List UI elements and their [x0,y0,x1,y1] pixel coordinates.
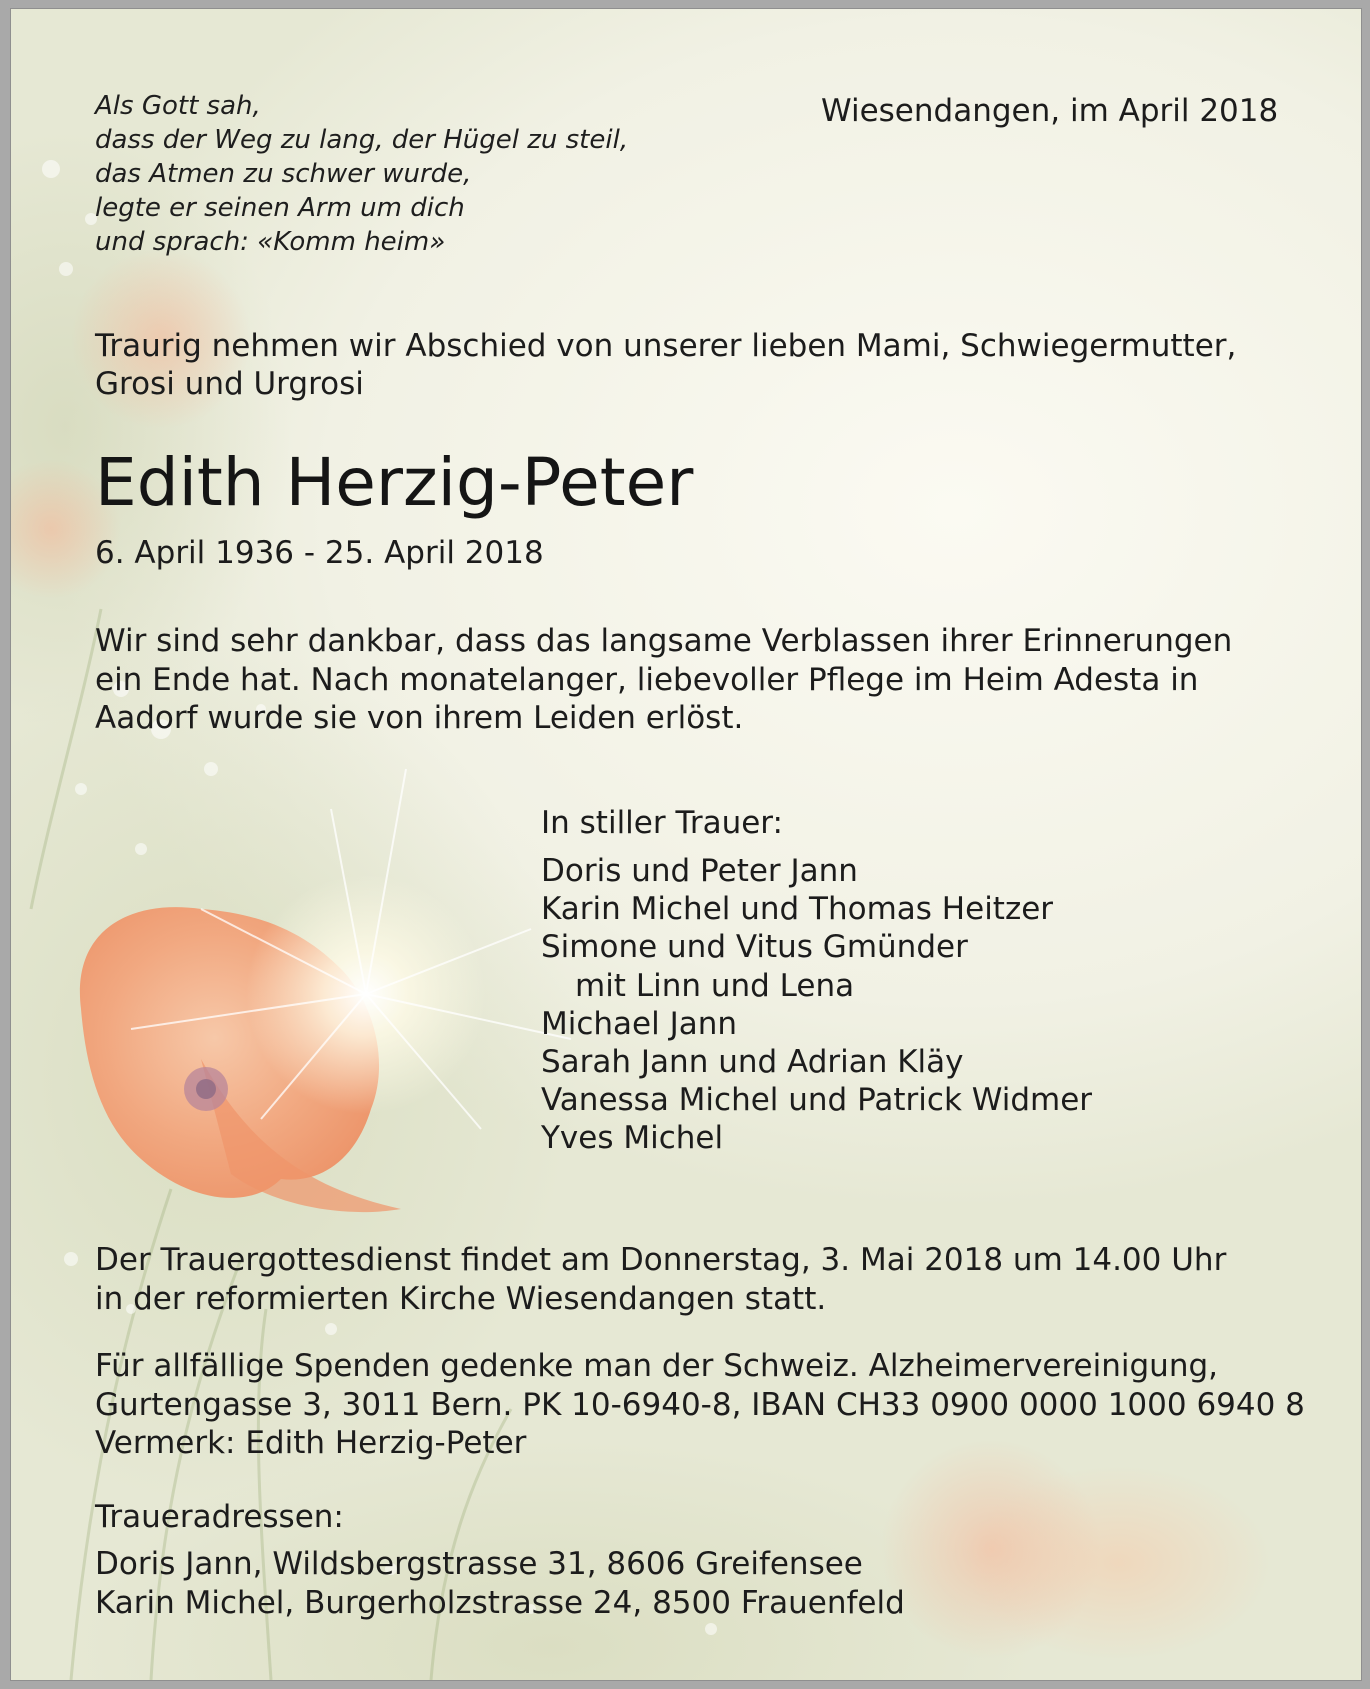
poem-line: Als Gott sah, [95,91,261,121]
mourner-entry: Michael Jann [541,1005,738,1042]
mourner-entry: Yves Michel [541,1120,724,1157]
poem-line: und sprach: «Komm heim» [95,227,446,257]
poem-line: das Atmen zu schwer wurde, [95,159,472,189]
intro-text [95,327,1236,403]
paragraph-line: Wir sind sehr dankbar, dass das langsame Verblassen ihrer Erinnerungen [95,623,1233,659]
obituary-card [10,8,1362,1681]
mourner-entry: Sarah Jann und Adrian Kläy [541,1044,964,1081]
donation-line: Für allfällige Spenden gedenke man der Schweiz. Alzheimervereinigung, [95,1348,1219,1384]
address-line: Doris Jann, Wildsbergstrasse 31, 8606 Greifensee [95,1546,863,1582]
mourner-entry: Karin Michel und Thomas Heitzer [541,891,1054,928]
poem [95,89,628,259]
mourner-entry: Vanessa Michel und Patrick Widmer [541,1082,1093,1119]
mourners-heading: In stiller Trauer: [541,805,783,841]
mourners-list [541,852,1092,1158]
life-dates: 6. April 1936 - 25. April 2018 [95,535,544,571]
service-line: in der reformierten Kirche Wiesendangen statt. [95,1280,827,1317]
service-notice [95,1241,1226,1318]
poem-line: legte er seinen Arm um dich [95,193,465,223]
donation-notice [95,1347,1305,1463]
address-line: Karin Michel, Burgerholzstrasse 24, 8500 Frauenfeld [95,1584,905,1621]
gratitude-paragraph [95,622,1232,738]
place-date: Wiesendangen, im April 2018 [821,93,1279,129]
poem-line: dass der Weg zu lang, der Hügel zu steil, [95,125,629,155]
intro-line: Traurig nehmen wir Abschied von unserer lieben Mami, Schwiegermutter, [95,328,1237,364]
donation-line: Gurtengasse 3, 3011 Bern. PK 10-6940-8, IBAN CH33 0900 0000 1000 6940 8 [95,1386,1305,1423]
addresses-heading: Traueradressen: [95,1499,344,1535]
paragraph-line: Aadorf wurde sie von ihrem Leiden erlöst. [95,700,744,736]
addresses-list [95,1545,905,1622]
blurred-poppy [881,1439,1101,1659]
deceased-name: Edith Herzig-Peter [95,444,694,521]
paragraph-line: ein Ende hat. Nach monatelanger, liebevoller Pflege im Heim Adesta in [95,661,1199,698]
mourner-entry: Simone und Vitus Gmünder [541,929,968,966]
mourner-entry: mit Linn und Lena [575,967,855,1004]
service-line: Der Trauergottesdienst findet am Donnerstag, 3. Mai 2018 um 14.00 Uhr [95,1242,1227,1278]
donation-line: Vermerk: Edith Herzig-Peter [95,1425,527,1461]
mourner-entry: Doris und Peter Jann [541,853,858,889]
intro-line: Grosi und Urgrosi [95,366,364,402]
